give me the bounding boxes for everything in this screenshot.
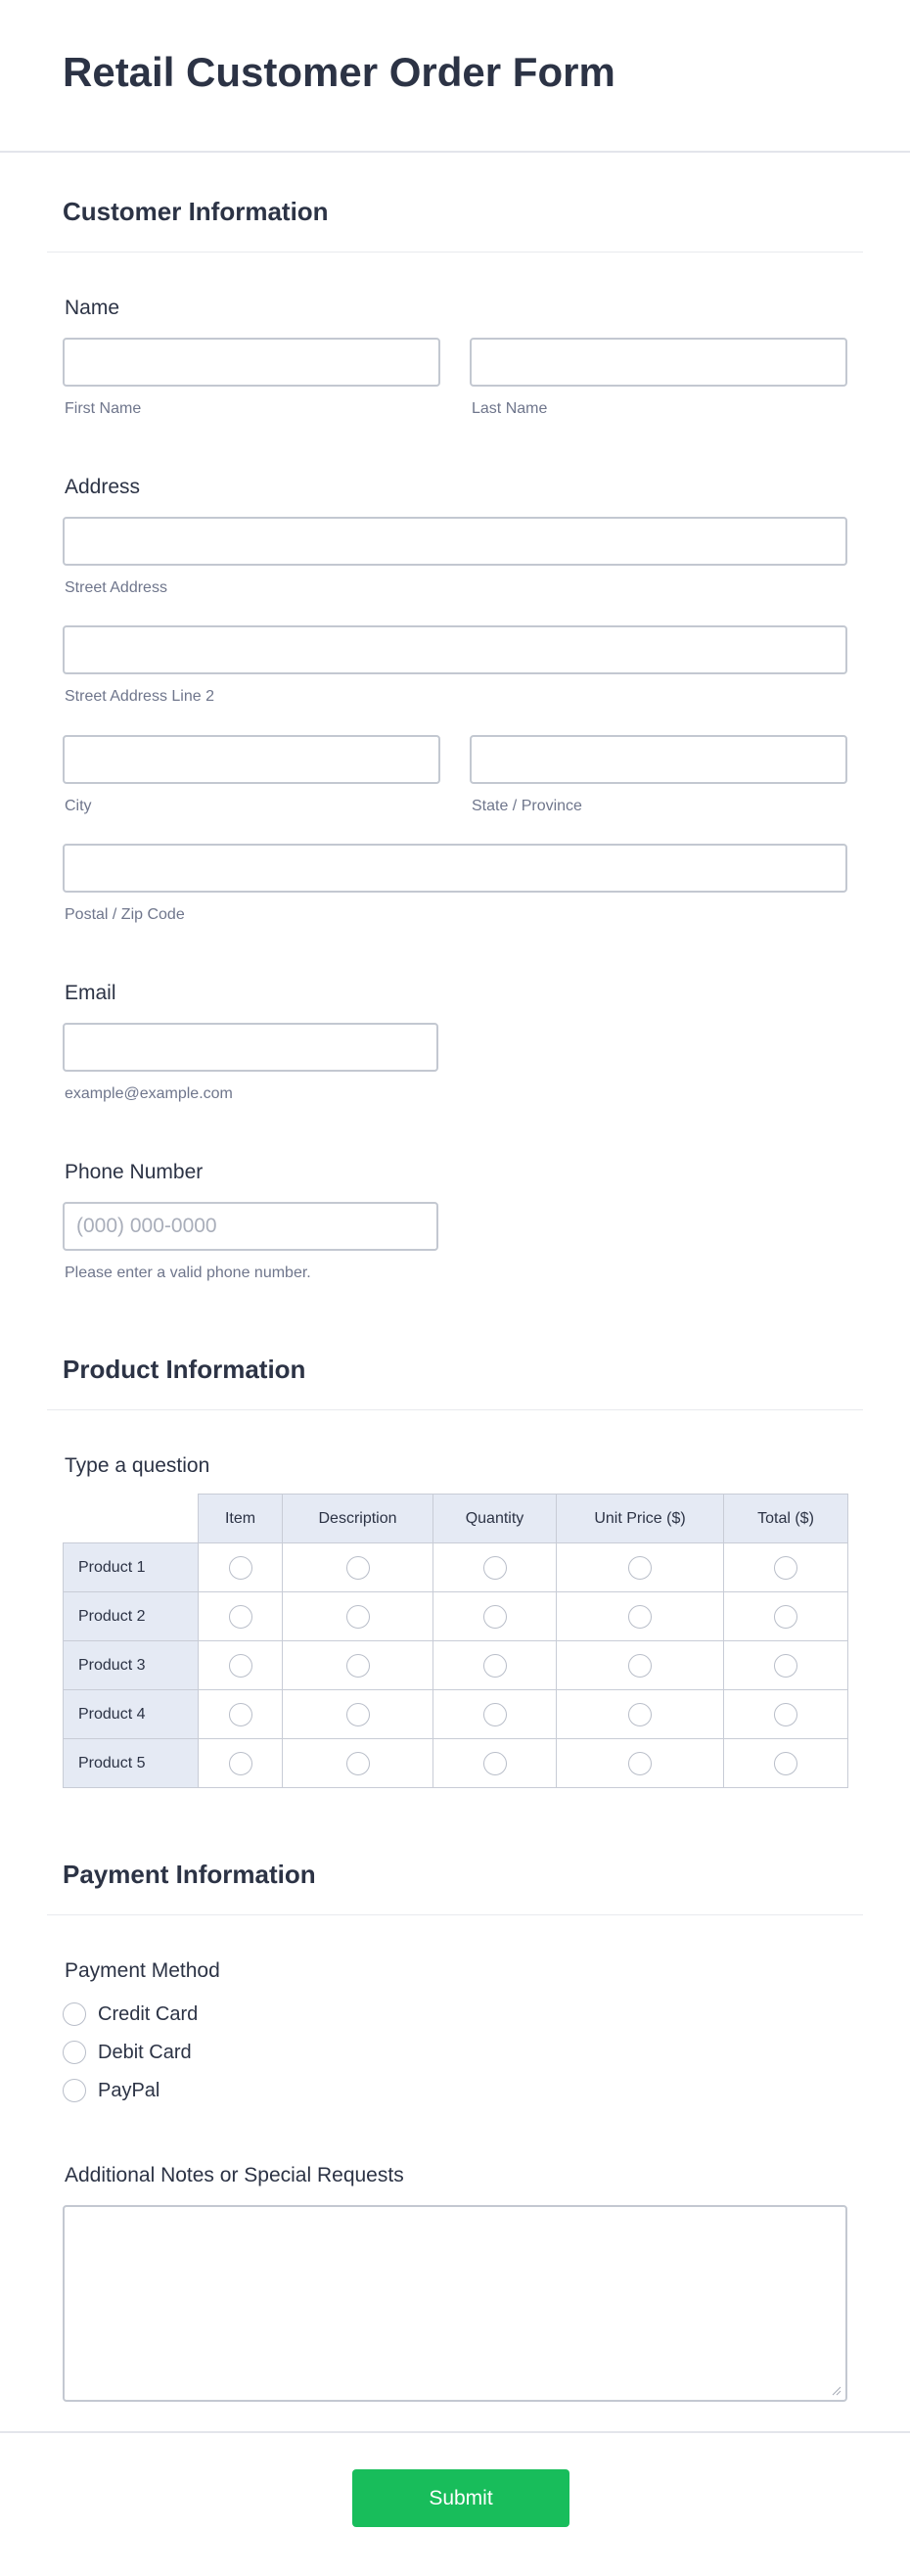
matrix-column-header: Description xyxy=(283,1495,433,1543)
matrix-radio[interactable] xyxy=(774,1556,797,1580)
payment-option-label: PayPal xyxy=(98,2079,160,2101)
matrix-row-header: Product 3 xyxy=(64,1641,199,1690)
payment-option-paypal[interactable] xyxy=(63,2077,159,2104)
matrix-row-header: Product 4 xyxy=(64,1690,199,1739)
section-divider xyxy=(47,252,863,253)
table-row xyxy=(64,1543,848,1592)
matrix-radio[interactable] xyxy=(774,1752,797,1775)
zip-code-sublabel: Postal / Zip Code xyxy=(65,906,185,923)
payment-method-label: Payment Method xyxy=(65,1959,220,1982)
name-label: Name xyxy=(65,297,120,319)
first-name-sublabel: First Name xyxy=(65,400,142,417)
matrix-column-header: Total ($) xyxy=(724,1495,848,1543)
matrix-radio[interactable] xyxy=(346,1556,370,1580)
state-sublabel: State / Province xyxy=(472,798,582,814)
email-label: Email xyxy=(65,982,116,1004)
address-label: Address xyxy=(65,476,141,498)
table-row xyxy=(64,1641,848,1690)
matrix-column-header: Item xyxy=(199,1495,283,1543)
matrix-radio[interactable] xyxy=(774,1605,797,1629)
matrix-row-header: Product 1 xyxy=(64,1543,199,1592)
city-sublabel: City xyxy=(65,798,92,814)
matrix-radio[interactable] xyxy=(229,1605,252,1629)
customer-section-title: Customer Information xyxy=(63,197,329,226)
matrix-radio[interactable] xyxy=(628,1752,652,1775)
matrix-radio[interactable] xyxy=(483,1556,507,1580)
matrix-radio[interactable] xyxy=(628,1703,652,1726)
street-address-sublabel: Street Address xyxy=(65,579,167,596)
matrix-row-header: Product 5 xyxy=(64,1739,199,1788)
matrix-radio[interactable] xyxy=(628,1605,652,1629)
matrix-column-header: Unit Price ($) xyxy=(557,1495,724,1543)
phone-label: Phone Number xyxy=(65,1161,204,1183)
payment-option-label: Credit Card xyxy=(98,2002,199,2025)
payment-section-title: Payment Information xyxy=(63,1860,316,1889)
payment-option-label: Debit Card xyxy=(98,2041,192,2063)
first-name-input[interactable] xyxy=(63,338,440,387)
matrix-radio[interactable] xyxy=(483,1752,507,1775)
form-header xyxy=(0,0,910,153)
matrix-radio[interactable] xyxy=(346,1654,370,1678)
section-divider xyxy=(47,1409,863,1410)
section-divider xyxy=(47,1914,863,1915)
matrix-radio[interactable] xyxy=(483,1703,507,1726)
matrix-radio[interactable] xyxy=(229,1654,252,1678)
matrix-radio[interactable] xyxy=(628,1556,652,1580)
matrix-radio[interactable] xyxy=(774,1654,797,1678)
footer-divider xyxy=(0,2431,910,2433)
matrix-radio[interactable] xyxy=(483,1605,507,1629)
matrix-corner-cell xyxy=(64,1495,199,1543)
notes-label: Additional Notes or Special Requests xyxy=(65,2164,404,2186)
payment-option-debit-card[interactable] xyxy=(63,2039,192,2066)
matrix-radio[interactable] xyxy=(774,1703,797,1726)
zip-code-input[interactable] xyxy=(63,844,847,893)
matrix-radio[interactable] xyxy=(628,1654,652,1678)
matrix-radio[interactable] xyxy=(346,1752,370,1775)
street-address-line2-sublabel: Street Address Line 2 xyxy=(65,688,214,705)
state-input[interactable] xyxy=(470,735,847,784)
matrix-radio[interactable] xyxy=(229,1556,252,1580)
last-name-input[interactable] xyxy=(470,338,847,387)
matrix-radio[interactable] xyxy=(346,1605,370,1629)
radio-button[interactable] xyxy=(63,2079,86,2102)
product-section-title: Product Information xyxy=(63,1355,306,1384)
payment-option-credit-card[interactable] xyxy=(63,2001,198,2028)
street-address-line2-input[interactable] xyxy=(63,625,847,674)
city-input[interactable] xyxy=(63,735,440,784)
matrix-row-header: Product 2 xyxy=(64,1592,199,1641)
matrix-radio[interactable] xyxy=(483,1654,507,1678)
email-input[interactable] xyxy=(63,1023,438,1072)
matrix-header-row xyxy=(64,1495,848,1543)
table-row xyxy=(64,1690,848,1739)
email-sublabel: example@example.com xyxy=(65,1085,233,1102)
notes-textarea[interactable] xyxy=(63,2205,847,2402)
matrix-radio[interactable] xyxy=(229,1703,252,1726)
submit-button[interactable]: Submit xyxy=(352,2469,569,2527)
table-row xyxy=(64,1592,848,1641)
matrix-column-header: Quantity xyxy=(433,1495,557,1543)
form-title: Retail Customer Order Form xyxy=(63,49,615,95)
last-name-sublabel: Last Name xyxy=(472,400,548,417)
matrix-radio[interactable] xyxy=(346,1703,370,1726)
phone-sublabel: Please enter a valid phone number. xyxy=(65,1265,311,1281)
resize-handle-icon[interactable] xyxy=(830,2384,842,2396)
table-row xyxy=(64,1739,848,1788)
street-address-input[interactable] xyxy=(63,517,847,566)
radio-button[interactable] xyxy=(63,2002,86,2026)
matrix-radio[interactable] xyxy=(229,1752,252,1775)
radio-button[interactable] xyxy=(63,2041,86,2064)
product-question-label: Type a question xyxy=(65,1454,210,1477)
phone-input[interactable] xyxy=(63,1202,438,1251)
product-matrix-table xyxy=(63,1494,848,1788)
